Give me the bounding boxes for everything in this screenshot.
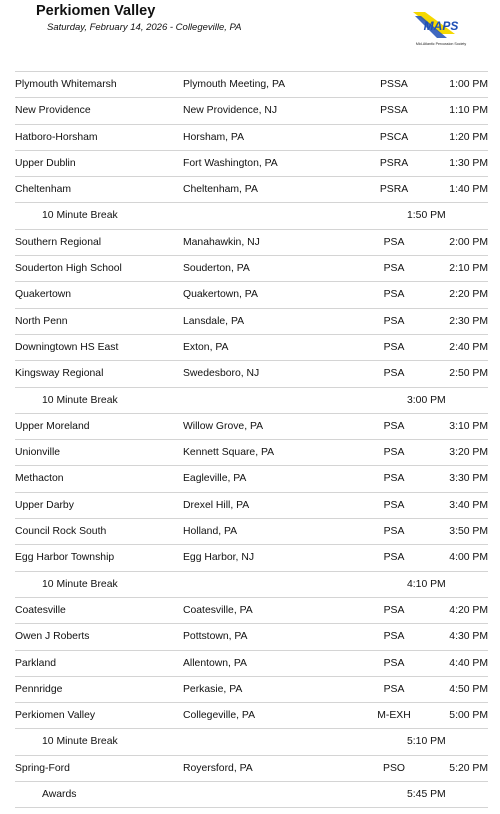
logo-text: MAPS — [423, 19, 459, 33]
page-title: Perkiomen Valley — [36, 3, 156, 19]
school-name: Council Rock South — [15, 526, 107, 538]
event-date-location: Saturday, February 14, 2026 - Collegeville, PA — [47, 22, 242, 33]
school-location: Horsham, PA — [183, 131, 245, 143]
school-name: Egg Harbor Township — [15, 552, 115, 564]
school-location: Exton, PA — [183, 341, 229, 353]
performance-time: 3:50 PM — [449, 526, 488, 538]
competition-class: PSO — [383, 762, 405, 774]
competition-class: PSRA — [379, 184, 409, 196]
school-name: New Providence — [15, 105, 91, 117]
break-row — [15, 782, 488, 808]
performance-row — [15, 72, 488, 98]
school-location: New Providence, NJ — [183, 105, 278, 117]
school-location: Collegeville, PA — [183, 710, 255, 722]
school-name: Cheltenham — [15, 184, 72, 196]
competition-class: PSA — [383, 420, 405, 432]
school-name: Hatboro-Horsham — [15, 131, 98, 143]
competition-class: PSA — [383, 473, 405, 485]
performance-row — [15, 335, 488, 361]
performance-row — [15, 598, 488, 624]
performance-row — [15, 756, 488, 782]
school-location: Cheltenham, PA — [183, 184, 258, 196]
performance-time: 5:20 PM — [449, 762, 488, 774]
performance-row — [15, 309, 488, 335]
performance-time: 4:00 PM — [449, 552, 488, 564]
break-row — [15, 203, 488, 229]
performance-time: 4:20 PM — [449, 604, 488, 616]
performance-time: 1:10 PM — [449, 105, 488, 117]
break-time: 3:00 PM — [407, 394, 446, 406]
school-name: Downingtown HS East — [15, 341, 119, 353]
school-name: Quakertown — [15, 289, 72, 301]
school-name: Upper Dublin — [15, 157, 76, 169]
break-label: Awards — [42, 789, 77, 801]
competition-class: PSA — [383, 683, 405, 695]
performance-time: 2:00 PM — [449, 236, 488, 248]
performance-row — [15, 414, 488, 440]
school-name: Upper Darby — [15, 499, 74, 511]
school-location: Royersford, PA — [183, 762, 253, 774]
performance-time: 1:20 PM — [449, 131, 488, 143]
competition-class: PSA — [383, 263, 405, 275]
competition-class: PSA — [383, 604, 405, 616]
competition-class: PSSA — [380, 105, 408, 117]
school-location: Coatesville, PA — [183, 604, 253, 616]
competition-class: PSSA — [380, 79, 408, 90]
school-name: Coatesville — [15, 604, 66, 616]
performance-time: 4:30 PM — [449, 631, 488, 643]
break-row — [15, 729, 488, 755]
school-name: Parkland — [15, 657, 57, 669]
break-row — [15, 572, 488, 598]
competition-class: PSCA — [379, 131, 409, 143]
performance-time: 1:40 PM — [449, 184, 488, 196]
maps-logo — [411, 10, 467, 50]
performance-row — [15, 703, 488, 729]
performance-time: 4:50 PM — [449, 683, 488, 695]
page-header — [0, 0, 500, 70]
break-time: 5:10 PM — [407, 736, 446, 748]
performance-time: 2:20 PM — [449, 289, 488, 301]
competition-class: PSA — [383, 552, 405, 564]
break-label: 10 Minute Break — [42, 736, 118, 748]
performance-time: 4:40 PM — [449, 657, 488, 669]
school-location: Fort Washington, PA — [183, 157, 278, 169]
performance-time: 3:20 PM — [449, 447, 488, 459]
performance-row — [15, 440, 488, 466]
performance-row — [15, 519, 488, 545]
school-location: Drexel Hill, PA — [183, 499, 250, 511]
performance-schedule — [15, 71, 488, 808]
performance-row — [15, 493, 488, 519]
school-location: Souderton, PA — [183, 263, 250, 275]
school-name: Perkiomen Valley — [15, 710, 96, 722]
performance-time: 5:00 PM — [449, 710, 488, 722]
competition-class: PSA — [383, 526, 405, 538]
school-location: Holland, PA — [183, 526, 238, 538]
school-location: Allentown, PA — [183, 657, 247, 669]
school-name: Souderton High School — [15, 263, 122, 275]
school-name: Owen J Roberts — [15, 631, 90, 643]
school-location: Kennett Square, PA — [183, 447, 275, 459]
school-name: Unionville — [15, 447, 61, 459]
performance-row — [15, 282, 488, 308]
performance-row — [15, 125, 488, 151]
school-name: Methacton — [15, 473, 64, 485]
school-name: Southern Regional — [15, 236, 102, 248]
school-name: Upper Moreland — [15, 420, 90, 432]
school-location: Plymouth Meeting, PA — [183, 79, 286, 90]
performance-row — [15, 151, 488, 177]
competition-class: PSA — [383, 657, 405, 669]
performance-time: 1:30 PM — [449, 157, 488, 169]
logo-tagline: Mid-Atlantic Percussion Society — [415, 42, 467, 46]
school-name: Plymouth Whitemarsh — [15, 79, 117, 90]
performance-row — [15, 466, 488, 492]
break-time: 5:45 PM — [407, 789, 446, 801]
break-label: 10 Minute Break — [42, 210, 118, 222]
competition-class: PSA — [383, 315, 405, 327]
competition-class: PSA — [383, 499, 405, 511]
competition-class: PSA — [383, 631, 405, 643]
break-label: 10 Minute Break — [42, 394, 118, 406]
competition-class: PSA — [383, 368, 405, 380]
competition-class: PSA — [383, 447, 405, 459]
performance-time: 2:40 PM — [449, 341, 488, 353]
break-time: 4:10 PM — [407, 578, 446, 590]
school-name: Spring-Ford — [15, 762, 70, 774]
school-location: Eagleville, PA — [183, 473, 247, 485]
school-location: Willow Grove, PA — [183, 420, 264, 432]
break-time: 1:50 PM — [407, 210, 446, 222]
competition-class: PSRA — [379, 157, 409, 169]
performance-time: 3:10 PM — [449, 420, 488, 432]
school-location: Egg Harbor, NJ — [183, 552, 255, 564]
school-location: Pottstown, PA — [183, 631, 248, 643]
school-location: Lansdale, PA — [183, 315, 245, 327]
performance-row — [15, 651, 488, 677]
performance-row — [15, 361, 488, 387]
competition-class: M-EXH — [377, 710, 411, 722]
school-name: North Penn — [15, 315, 68, 327]
school-location: Quakertown, PA — [183, 289, 258, 301]
performance-row — [15, 677, 488, 703]
performance-row — [15, 545, 488, 571]
school-location: Manahawkin, NJ — [183, 236, 260, 248]
school-location: Swedesboro, NJ — [183, 368, 260, 380]
performance-row — [15, 256, 488, 282]
competition-class: PSA — [383, 341, 405, 353]
competition-class: PSA — [383, 289, 405, 301]
school-location: Perkasie, PA — [183, 683, 243, 695]
performance-time: 1:00 PM — [449, 79, 488, 90]
competition-class: PSA — [383, 236, 405, 248]
break-label: 10 Minute Break — [42, 578, 118, 590]
performance-time: 2:50 PM — [449, 368, 488, 380]
school-name: Kingsway Regional — [15, 368, 104, 380]
performance-time: 3:30 PM — [449, 473, 488, 485]
performance-row — [15, 98, 488, 124]
performance-row — [15, 624, 488, 650]
performance-time: 2:10 PM — [449, 263, 488, 275]
performance-time: 2:30 PM — [449, 315, 488, 327]
break-row — [15, 388, 488, 414]
performance-row — [15, 177, 488, 203]
performance-row — [15, 230, 488, 256]
school-name: Pennridge — [15, 683, 63, 695]
performance-time: 3:40 PM — [449, 499, 488, 511]
